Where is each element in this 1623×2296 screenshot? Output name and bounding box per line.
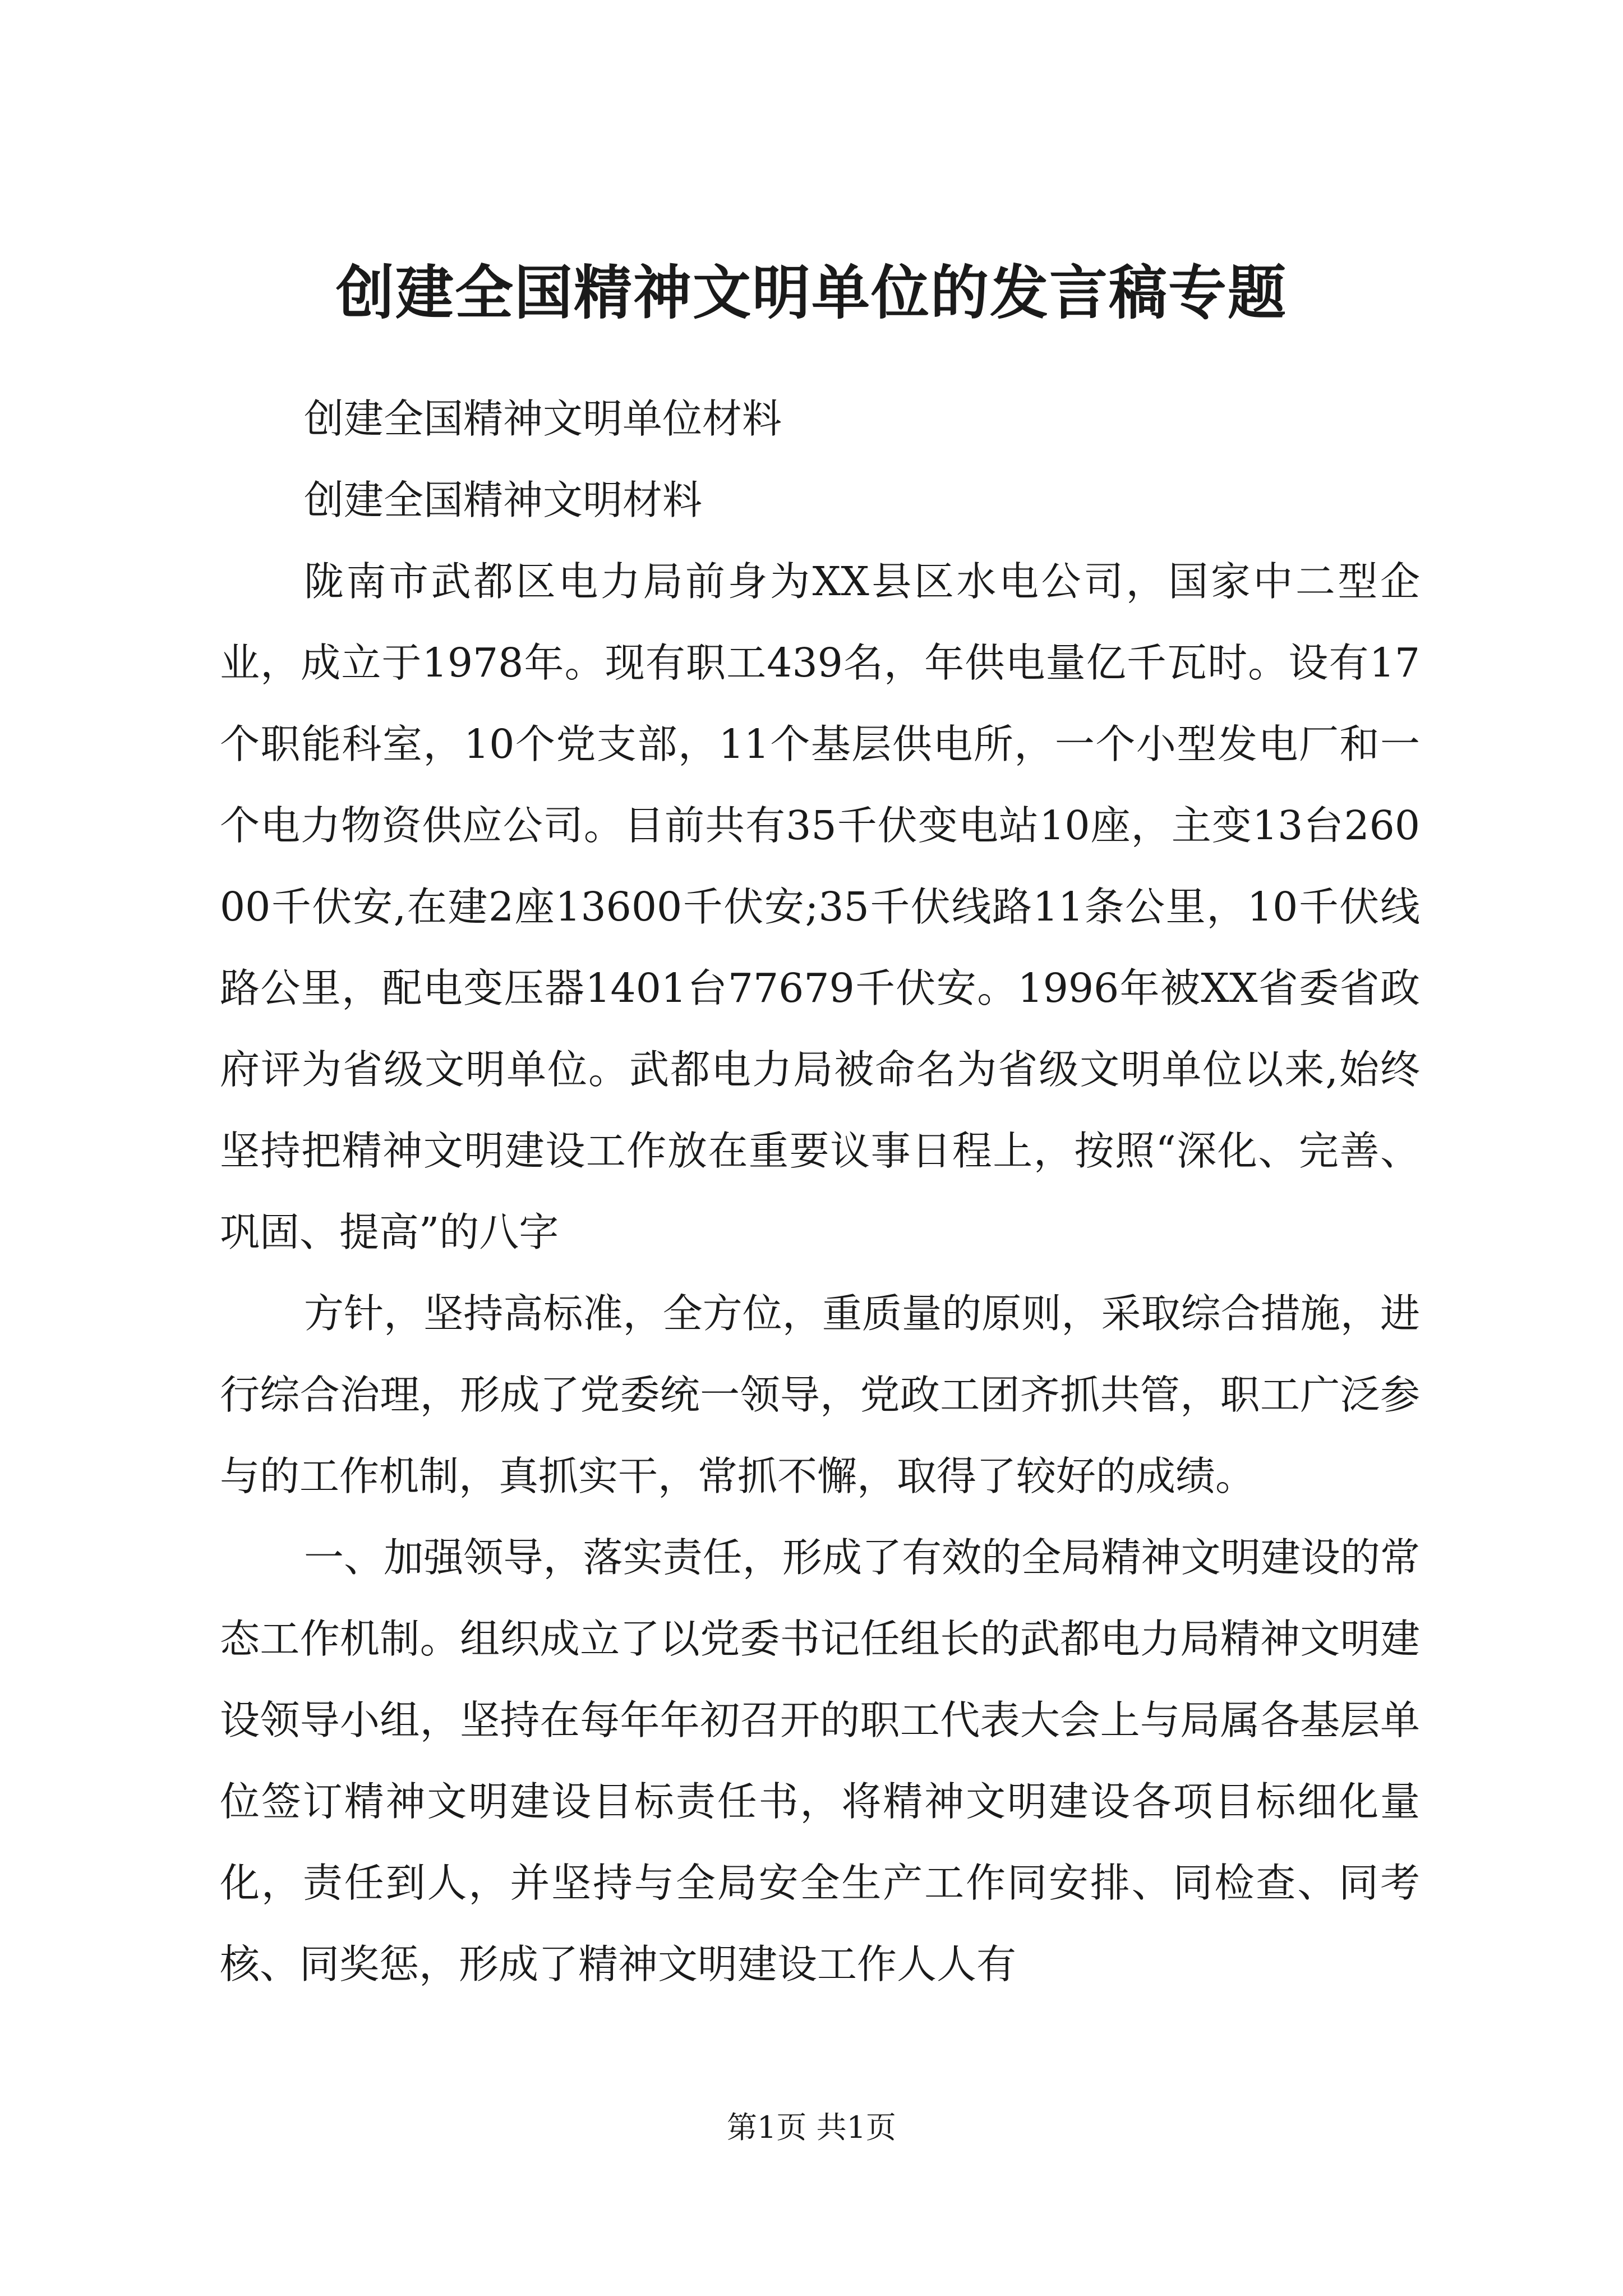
document-body <box>220 378 1420 2005</box>
document-title: 创建全国精神文明单位的发言稿专题 <box>335 258 1287 327</box>
paragraph-subtitle-2: 创建全国精神文明材料 <box>304 477 703 523</box>
page-footer: 第1页 共1页 <box>727 2110 896 2145</box>
paragraph-policy: 方针，坚持高标准，全方位，重质量的原则，采取综合措施，进行综合治理，形成了党委统一领导，党政工团齐抓共管，职工广泛参与的工作机制，真抓实干，常抓不懈，取得了较好的成绩。 <box>220 1290 1420 1499</box>
paragraph-section-one: 一、加强领导，落实责任，形成了有效的全局精神文明建设的常态工作机制。组织成立了以党委书记任组长的武都电力局精神文明建设领导小组，坚持在每年年初召开的职工代表大会上与局属各基层单位签订精神文明建设目标责任书，将精神文明建设各项目标细化量化，责任到人，并坚持与全局安全生产工作同安排、同检查、同考核、同奖惩，形成了精神文明建设工作人人有 <box>220 1534 1420 1987</box>
paragraph-subtitle-1: 创建全国精神文明单位材料 <box>304 395 782 442</box>
paragraph-intro: 陇南市武都区电力局前身为XX县区水电公司，国家中二型企业，成立于1978年。现有职工439名，年供电量亿千瓦时。设有17个职能科室，10个党支部，11个基层供电所，一个小型发电厂和一个电力物资供应公司。目前共有35千伏变电站10座，主变13台26000千伏安,在建2座13600千伏安;35千伏线路11条公里，10千伏线路公里，配电变压器1401台77679千伏安。1996年被XX省委省政府评为省级文明单位。武都电力局被命名为省级文明单位以来,始终坚持把精神文明建设工作放在重要议事日程上，按照“深化、完善、巩固、提高”的八字 <box>220 558 1420 1255</box>
